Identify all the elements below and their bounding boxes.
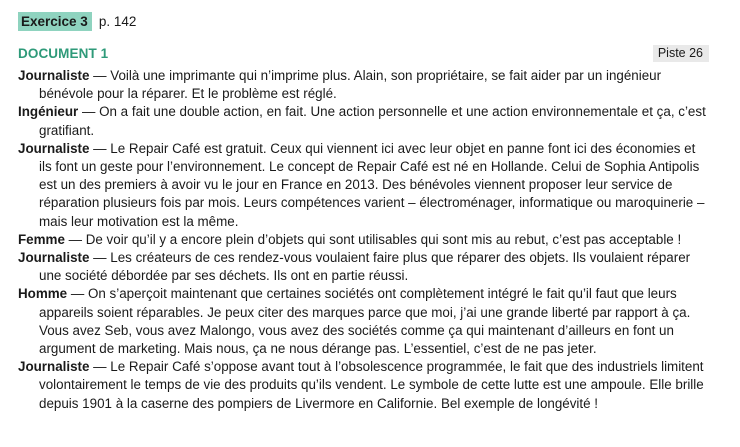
speech-text: — On a fait une double action, en fait. Une action personnelle et une action environnementale et ça, c’est gratifiant.	[39, 104, 706, 138]
track-badge: Piste 26	[653, 45, 709, 62]
speaker-name: Journaliste	[18, 140, 90, 156]
page-reference: p. 142	[98, 13, 137, 29]
speech-text: — Les créateurs de ces rendez-vous voulaient faire plus que réparer des objets. Ils voulaient réparer une société débordée par ses déchets. Ils ont en partie réussi.	[39, 250, 691, 284]
speech-text: — Le Repair Café est gratuit. Ceux qui viennent ici avec leur objet en panne font ici des économies et ils font un geste pour l’environnement. Le concept de Repair Café est né en Hollande. Celui de Sophia Antipolis est un des premiers à avoir vu le jour en France en 2013. Des bénévoles viennent proposer leur service de réparation plusieurs fois par mois. Leurs compétences varient – électroménager, informatique ou maroquinerie – mais leur motivation est la même.	[39, 140, 705, 229]
transcript-entry	[18, 358, 710, 413]
exercise-header	[18, 11, 136, 31]
transcript-entry	[18, 249, 710, 285]
speaker-name: Ingénieur	[18, 104, 79, 120]
speaker-name: Homme	[18, 286, 68, 302]
document-title: DOCUMENT 1	[18, 46, 109, 61]
transcript-entry	[18, 103, 710, 139]
speaker-name: Journaliste	[18, 359, 90, 375]
speech-text: — On s’aperçoit maintenant que certaines sociétés ont complètement intégré le fait qu’il faut que leurs appareils soient réparables. Je peux citer des marques parce que moi, j’ai une grande liberté par rapport à ça. Vous avez Seb, vous avez Malongo, vous avez des sociétés comme ça qui maintenant d’ailleurs en font un argument de marketing. Mais nous, ça ne nous dérange pas. L’essentiel, c’est de ne pas jeter.	[39, 286, 691, 357]
transcript	[18, 67, 710, 413]
speaker-name: Journaliste	[18, 250, 90, 266]
speech-text: — Le Repair Café s’oppose avant tout à l’obsolescence programmée, le fait que des industriels limitent volontairement le temps de vie des produits qu’ils vendent. Le symbole de cette lutte est une ampoule. Elle brille depuis 1901 à la caserne des pompiers de Livermore en Californie. Bel exemple de longévité !	[39, 359, 704, 411]
transcript-entry	[18, 67, 710, 103]
transcript-entry	[18, 140, 710, 231]
speech-text: — Voilà une imprimante qui n’imprime plus. Alain, son propriétaire, se fait aider par un ingénieur bénévole pour la réparer. Et le problème est réglé.	[39, 68, 662, 102]
exercise-badge: Exercice 3	[18, 12, 92, 31]
transcript-entry	[18, 285, 710, 358]
speech-text: — De voir qu’il y a encore plein d’objets qui sont utilisables qui sont mis au rebut, c’est pas acceptable !	[64, 231, 682, 247]
transcript-entry	[18, 231, 710, 249]
speaker-name: Femme	[18, 231, 65, 247]
speaker-name: Journaliste	[18, 68, 90, 83]
